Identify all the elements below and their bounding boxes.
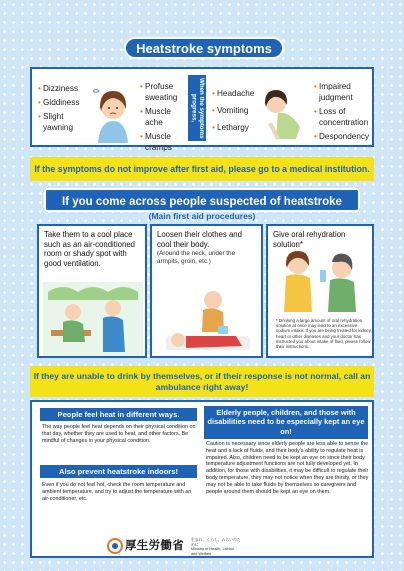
ministry-tagline [191, 538, 241, 556]
ministry-logo [107, 537, 241, 556]
first-aid-title: If you come across people suspected of heatstroke [44, 188, 360, 212]
symptom-item: • Slight yawning [38, 111, 90, 133]
symptom-list-1 [38, 83, 90, 136]
heading-vulnerable-people: Elderly people, children, and those with disabilities need to be especially kept an eye on! [204, 406, 368, 439]
medical-advice-bar: If the symptoms do not improve after first aid, please go to a medical institution. [30, 157, 374, 181]
heading-feel-heat: People feel heat in different ways. [40, 408, 197, 421]
symptom-item: • Giddiness [38, 97, 90, 108]
symptoms-panel [30, 67, 374, 152]
first-aid-subtitle: (Main first aid procedures) [148, 211, 256, 221]
step-loosen-clothes-detail: (Around the neck, under the armpits, groin, etc.) [157, 250, 236, 266]
rehydration-note: * Drinking a large amount of oral rehydration solution at once may lead to an excessive sodium intake. If you are being treated for kidney, heart or other diseases and your doctor has instructed you about intake of fluid, please follow their instructions. [276, 318, 372, 350]
symptom-list-3 [212, 88, 262, 136]
symptom-item: • Lethargy [212, 122, 262, 133]
ministry-emblem-icon [107, 538, 123, 554]
symptom-item: • Muscle cramps [140, 131, 188, 153]
ministry-name: 厚生労働省 [125, 540, 184, 552]
symptom-item: • Despondency [314, 131, 372, 142]
step-loosen-clothes-text: Loosen their clothes and cool their body. [157, 230, 242, 249]
text-indoors: Even if you do not feel hot, check the room temperature and ambient temperature, and try to adjust the temperature with an air-conditioner, etc. [42, 482, 192, 502]
ambulance-bar: If they are unable to drink by themselves, or if their response is not normal, call an ambulance right away! [30, 366, 374, 397]
symptom-list-2 [140, 81, 188, 156]
cool-place-illustration [43, 282, 143, 356]
ministry-tagline-jp: 生まれ、くらし、みらいのために [191, 538, 241, 547]
step-loosen-clothes [150, 224, 263, 358]
symptom-item: • Vomiting [212, 105, 262, 116]
symptom-item: • Headache [212, 88, 262, 99]
step-oral-rehydration [266, 224, 374, 358]
text-vulnerable-people: Caution is necessary since elderly people are less able to sense the heat and a lack of fluids, and their body's ability to regulate heat is impaired. Also, children need to be kept an eye on since their body temperature adjustment functions are not fully developed yet. In addition, for those with disabilities, it may be difficult to regulate their body temperature, they may not notice when they are thirsty, or they may not be able to take fluids by themselves so caregivers and people around them should be kept an eye on them. [206, 441, 369, 495]
symptoms-title: Heatstroke symptoms [124, 37, 284, 59]
dizzy-person-illustration [88, 83, 138, 143]
bottom-info-panel [30, 400, 374, 558]
step-cool-place-text: Take them to a cool place such as an air-conditioned room or shady spot with good ventilation. [44, 230, 136, 268]
drinking-illustration [276, 248, 368, 314]
text-feel-heat: The way people feel heat depends on their physical condition on that day, whether they are used to heat, and other factors. Be mindful of changes in your physical condition. [42, 424, 196, 444]
symptom-item: • Dizziness [38, 83, 90, 94]
symptom-item: • Muscle ache [140, 106, 188, 128]
symptom-item: • Loss of concentration [314, 106, 372, 128]
heading-indoors: Also prevent heatstroke indoors! [40, 465, 197, 478]
progress-tag: When the symptoms progress, [188, 75, 206, 141]
symptom-list-4 [314, 81, 372, 145]
cooling-body-illustration [158, 282, 258, 356]
step-cool-place [37, 224, 147, 358]
symptom-item: • Profuse sweating [140, 81, 188, 103]
symptom-item: • Impaired judgment [314, 81, 372, 103]
collapsed-person-illustration [256, 83, 312, 143]
ministry-english-name: Ministry of Health, Labour and Welfare [191, 547, 235, 556]
step-oral-rehydration-text: Give oral rehydration solution* [273, 230, 346, 249]
